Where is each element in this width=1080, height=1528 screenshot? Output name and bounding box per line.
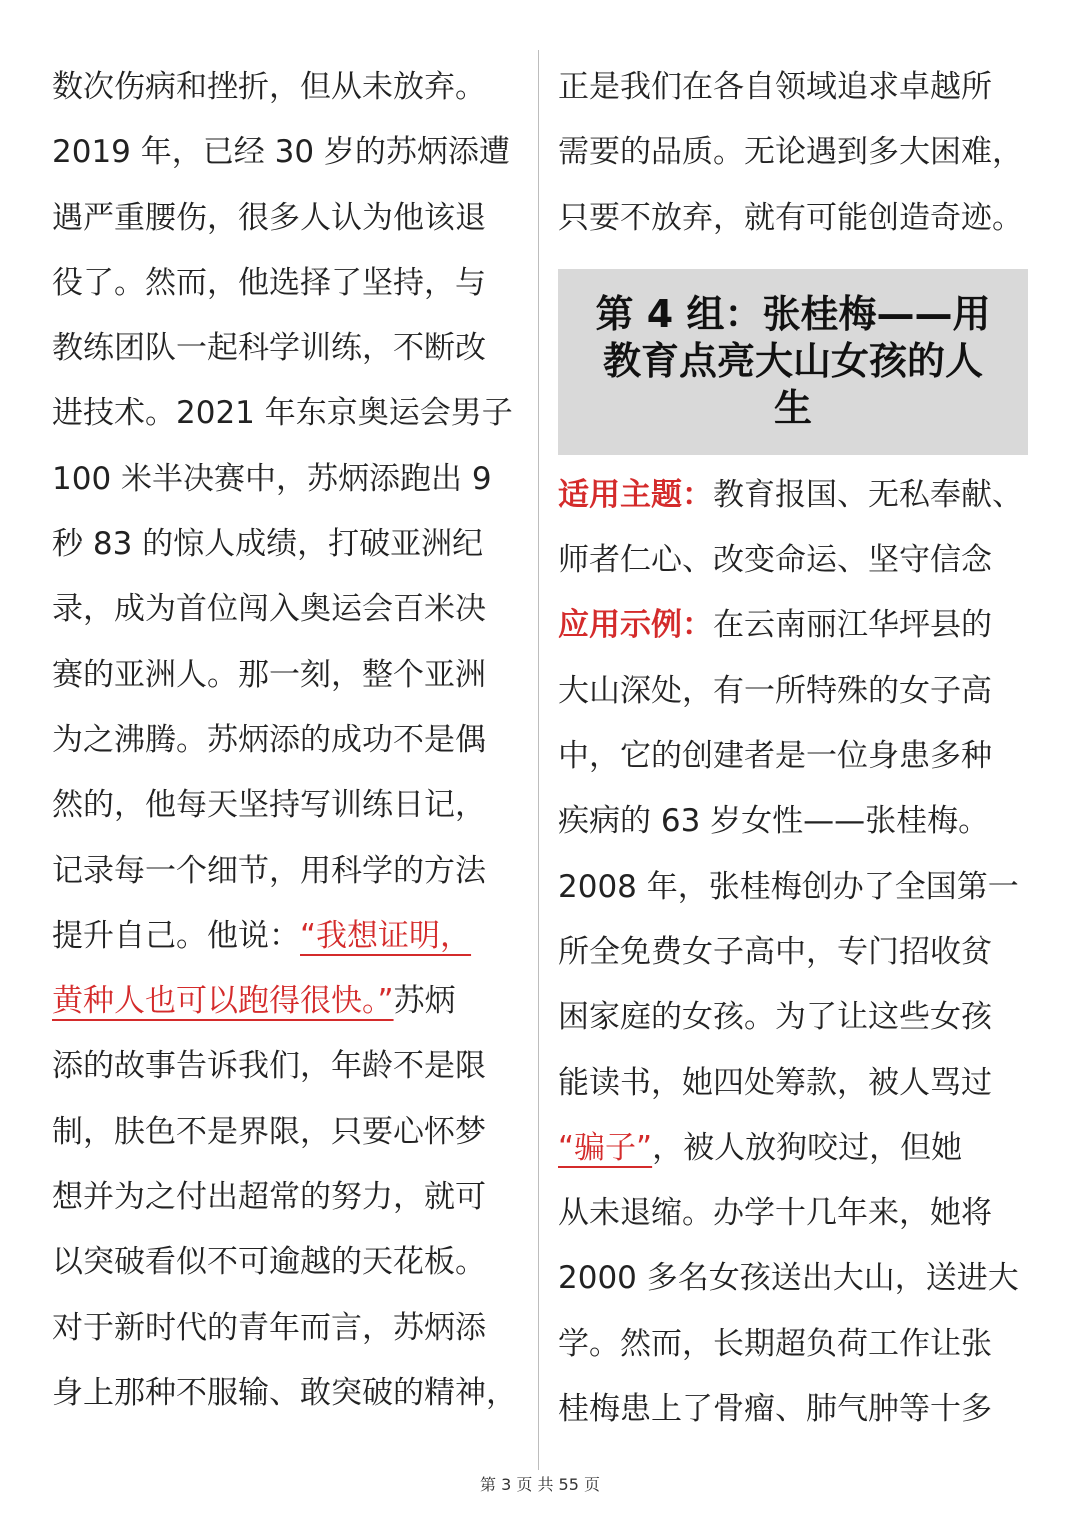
text-line: 大山深处，有一所特殊的女子高 — [558, 672, 992, 709]
text-line: 记录每一个细节，用科学的方法 — [52, 852, 486, 889]
text-line: 正是我们在各自领域追求卓越所 — [558, 69, 992, 105]
text-line: 为之沸腾。苏炳添的成功不是偶 — [52, 721, 486, 758]
text-run: 苏炳 — [393, 983, 456, 1020]
quote-highlight: “骗子” — [558, 1129, 653, 1166]
text-line: 赛的亚洲人。那一刻，整个亚洲 — [52, 656, 486, 693]
text-line: 只要不放弃，就有可能创造奇迹。 — [558, 199, 1023, 236]
section-title: 生 — [773, 385, 812, 430]
quote-highlight: “我想证明， — [300, 917, 472, 954]
text-line: 想并为之付出超常的努力，就可 — [52, 1179, 486, 1216]
text-line: 录，成为首位闯入奥运会百米决 — [52, 591, 486, 628]
text-run: ，被人放狗咬过，但她 — [652, 1129, 963, 1166]
text-line: 添的故事告诉我们，年龄不是限 — [52, 1048, 486, 1085]
text-line: 2019 年，已经 30 岁的苏炳添遭 — [52, 134, 510, 171]
section-title-box — [558, 269, 1028, 455]
text-line: 从未退缩。办学十几年来，她将 — [558, 1195, 992, 1232]
text-line: 进技术。2021 年东京奥运会男子 — [52, 395, 513, 432]
left-column — [52, 55, 526, 1426]
column-divider — [538, 50, 539, 1470]
text-line: 然的，他每天坚持写训练日记， — [52, 787, 486, 824]
text-line — [558, 593, 1034, 658]
text-line: 以突破看似不可逾越的天花板。 — [52, 1244, 486, 1281]
text-line — [52, 904, 526, 969]
text-line: 教练团队一起科学训练，不断改 — [52, 330, 486, 367]
text-line: 役了。然而，他选择了坚持，与 — [52, 264, 486, 301]
text-line: 身上那种不服输、敢突破的精神， — [52, 1374, 517, 1411]
text-line: 中，它的创建者是一位身患多种 — [558, 738, 992, 775]
text-line: 疾病的 63 岁女性——张桂梅。 — [558, 803, 990, 840]
right-column — [558, 55, 1034, 1442]
text-line: 困家庭的女孩。为了让这些女孩 — [558, 999, 992, 1036]
text-line: 秒 83 的惊人成绩，打破亚洲纪 — [52, 526, 484, 563]
text-line — [558, 1116, 1034, 1181]
text-line: 遇严重腰伤，很多人认为他该退 — [52, 199, 486, 236]
text-line: 对于新时代的青年而言，苏炳添 — [52, 1309, 486, 1346]
text-line: 100 米半决赛中，苏炳添跑出 9 — [52, 460, 492, 497]
text-line: 所全免费女子高中，专门招收贫 — [558, 933, 992, 970]
theme-label: 适用主题： — [558, 476, 713, 513]
theme-text: 教育报国、无私奉献、 — [713, 476, 1023, 513]
text-line: 桂梅患上了骨瘤、肺气肿等十多 — [558, 1391, 992, 1428]
page-footer: 第 3 页 共 55 页 — [480, 1475, 600, 1494]
text-line — [558, 463, 1034, 528]
text-line — [52, 969, 526, 1034]
text-line: 2008 年，张桂梅创办了全国第一 — [558, 868, 1019, 905]
text-line: 能读书，她四处筹款，被人骂过 — [558, 1064, 992, 1101]
text-run: 提升自己。他说： — [52, 917, 300, 954]
text-line: 2000 多名女孩送出大山，送进大 — [558, 1260, 1019, 1297]
quote-highlight: 黄种人也可以跑得很快。” — [52, 983, 394, 1020]
example-label: 应用示例： — [558, 607, 713, 644]
text-line: 制，肤色不是界限，只要心怀梦 — [52, 1113, 486, 1150]
text-line: 数次伤病和挫折，但从未放弃。 — [52, 69, 486, 105]
section-title: 第 4 组：张桂梅——用 — [595, 291, 991, 336]
text-line: 需要的品质。无论遇到多大困难， — [558, 134, 1023, 171]
text-line: 学。然而，长期超负荷工作让张 — [558, 1325, 992, 1362]
text-line: 师者仁心、改变命运、坚守信念 — [558, 542, 992, 579]
section-title: 教育点亮大山女孩的人 — [602, 338, 983, 383]
example-text: 在云南丽江华坪县的 — [713, 607, 992, 644]
